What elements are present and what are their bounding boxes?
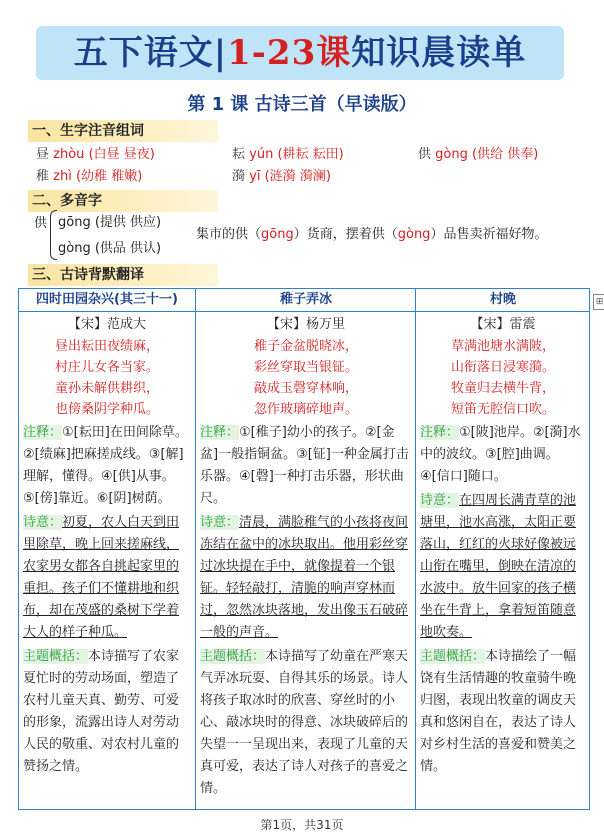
char: 耘 [232, 147, 246, 162]
char: 漪 [232, 169, 246, 184]
poem-meaning: 诗意：在四周长满青草的池塘里，池水高涨，太阳正要落山，红红的火球好像被远山衔在嘴里，倒映在清凉的水波中。放牛回家的孩子横坐在牛背上，拿着短笛随意地吹奏。 [420, 493, 577, 640]
banner-part2: 1-23课 [227, 33, 352, 73]
section-heading-1: 一、生字注音组词 [28, 120, 218, 142]
poem-line: 牧童归去横牛背， [450, 381, 555, 396]
poem-line: 稚子金盆脱晓冰， [253, 339, 358, 354]
char-row [36, 166, 142, 188]
poem-line: 草满池塘水满陂， [450, 339, 555, 354]
poem-column-1 [19, 289, 195, 809]
char: 供 [418, 147, 432, 162]
poem-column-3 [415, 289, 590, 809]
words: (供给 供奉) [472, 147, 539, 162]
poem-author: 【宋】杨万里 [266, 317, 345, 332]
char-row [232, 144, 344, 166]
side-tab-icon[interactable]: ⊞ [593, 294, 604, 310]
words: (涟漪 漪澜) [264, 169, 331, 184]
poem-column-2 [195, 289, 416, 809]
poem-line: 彩丝穿取当银钲。 [253, 360, 358, 375]
poem-line: 忽作玻璃碎地声。 [253, 402, 358, 417]
section-heading-3: 三、古诗背默翻译 [28, 264, 218, 286]
polyphone-reading-1: gōng (提供 供应) [58, 215, 162, 230]
poem-line: 童孙未解供耕织， [54, 381, 159, 396]
poem-theme: 主题概括：本诗描写了幼童在严寒天气弄冰玩耍、自得其乐的场景。诗人将孩子取冰时的欣喜、穿丝时的小心、敲冰块时的得意、冰块破碎后的失望一一呈现出来，表现了儿童的天真可爱，表达了诗人对孩子的喜爱之情。 [200, 649, 409, 796]
pinyin: yún [249, 147, 274, 162]
poem-author: 【宋】雷震 [470, 317, 536, 332]
polyphone-reading-2: gòng (供品 供认) [58, 241, 162, 256]
char-row [36, 144, 155, 166]
polyphone-sentence: 集市的供（gōng）货商，摆着供（gòng）品售卖祈福好物。 [196, 227, 548, 242]
char: 稚 [36, 169, 50, 184]
poem-meaning: 诗意：初夏，农人白天到田里除草，晚上回来搓麻线，农家男女都各自挑起家里的重担。孩子们不懂耕地和织布，却在茂盛的桑树下学着大人的样子种瓜。 [23, 515, 180, 640]
pinyin: zhì [53, 169, 72, 184]
char: 昼 [36, 147, 50, 162]
banner-part3: 知识晨读单 [351, 33, 527, 73]
poem-title: 稚子弄冰 [196, 289, 416, 312]
lesson-subtitle: 第 1 课 古诗三首（早读版） [187, 94, 417, 115]
poem-line: 村庄儿女各当家。 [54, 360, 159, 375]
poem-line: 也傍桑阴学种瓜。 [54, 402, 159, 417]
pinyin: zhòu [53, 147, 85, 162]
poem-title: 四时田园杂兴(其三十一) [19, 289, 195, 312]
poem-line: 昼出耘田夜绩麻， [54, 339, 159, 354]
page-footer: 第1页，共31页 [260, 818, 344, 832]
pinyin: yī [249, 169, 261, 184]
poem-notes: 注释：①[陂]池岸。②[漪]水中的波纹。③[腔]曲调。④[信口]随口。 [420, 425, 581, 484]
poem-table [18, 288, 590, 810]
brace-bracket [50, 210, 57, 260]
words: (耕耘 耘田) [277, 147, 344, 162]
poem-line: 敲成玉磬穿林响， [253, 381, 358, 396]
words: (幼稚 稚嫩) [75, 169, 143, 184]
section-heading-2: 二、多音字 [28, 190, 218, 212]
poem-notes: 注释：①[稚子]幼小的孩子。②[金盆]一般指铜盆。③[钲]一种金属打击乐器。④[磬]一种打击乐器，形状曲尺。 [200, 425, 409, 506]
banner-part1: 五下语文| [73, 33, 228, 73]
poem-theme: 主题概括：本诗描写了农家夏忙时的劳动场面，塑造了农村儿童天真、勤劳、可爱的形象，流露出诗人对劳动人民的敬重、对农村儿童的赞扬之情。 [23, 649, 180, 774]
pinyin: gòng [435, 147, 468, 162]
polyphone-char: 供 [34, 216, 48, 231]
poem-title: 村晚 [416, 289, 590, 312]
poem-theme: 主题概括：本诗描绘了一幅饶有生活情趣的牧童骑牛晚归图，表现出牧童的调皮天真和悠闲自在，表达了诗人对乡村生活的喜爱和赞美之情。 [420, 649, 577, 774]
char-row [418, 144, 538, 166]
char-row [232, 166, 331, 188]
poem-line: 山衔落日浸寒漪。 [450, 360, 555, 375]
poem-line: 短笛无腔信口吹。 [450, 402, 555, 417]
poem-meaning: 诗意：清晨，满脸稚气的小孩将夜间冻结在盆中的冰块取出。他用彩丝穿过冰块提在手中，就像提着一个银钲。轻轻敲打，清脆的响声穿林而过，忽然冰块落地，发出像玉石破碎一般的声音。 [200, 515, 409, 640]
page-banner [36, 26, 564, 80]
poem-author: 【宋】范成大 [67, 317, 146, 332]
words: (白昼 昼夜) [88, 147, 155, 162]
poem-notes: 注释：①[耘田]在田间除草。②[绩麻]把麻搓成线。③[解]理解，懂得。④[供]从事。⑤[傍]靠近。⑥[阴]树荫。 [23, 425, 188, 506]
